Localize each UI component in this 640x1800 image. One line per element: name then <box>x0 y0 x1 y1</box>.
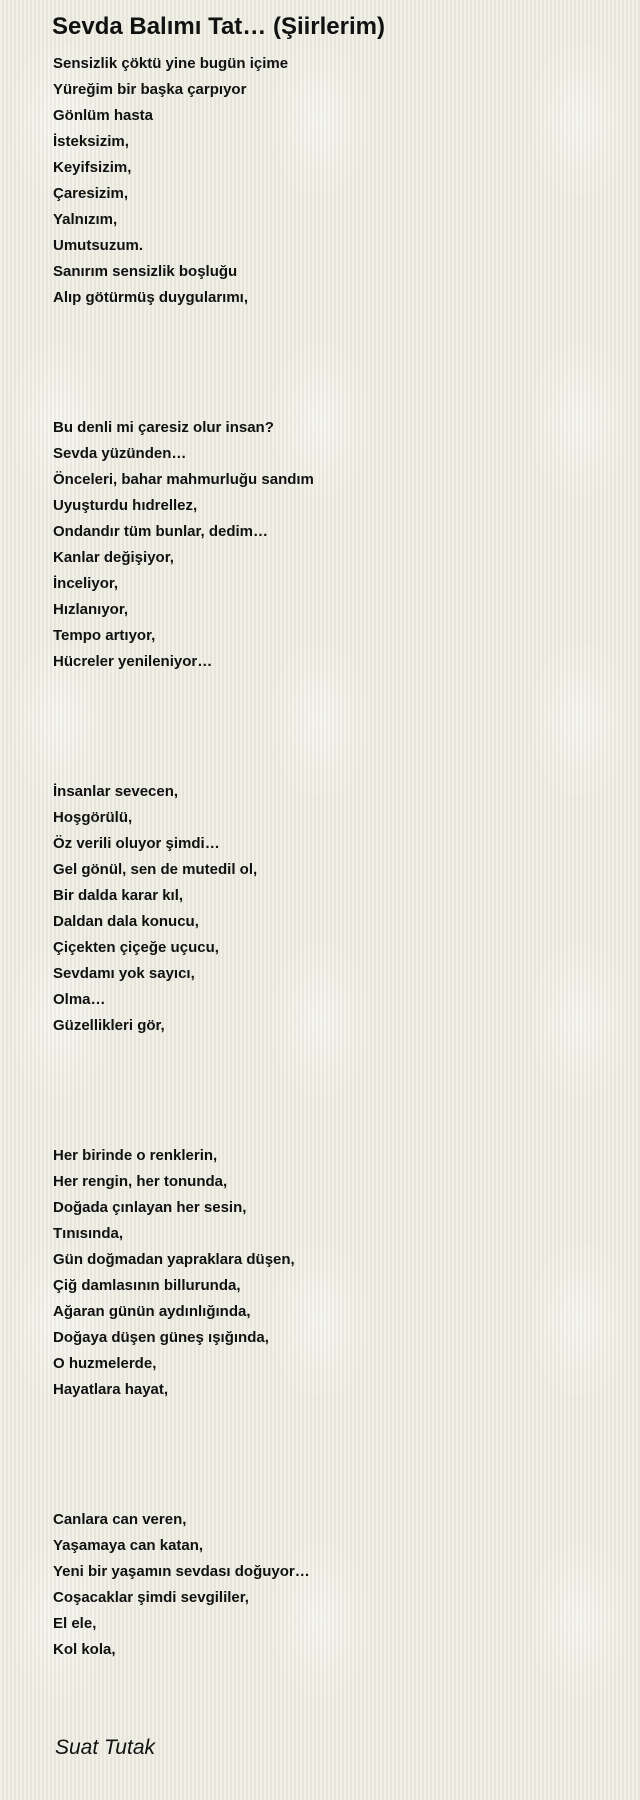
poem-line: Tınısında, <box>53 1225 124 1242</box>
poem-line: Doğada çınlayan her sesin, <box>53 1199 247 1216</box>
poem-title: Sevda Balımı Tat… (Şiirlerim) <box>52 13 385 40</box>
poem-line: İnsanlar sevecen, <box>53 783 179 800</box>
poem-line: Kanlar değişiyor, <box>53 549 174 566</box>
poem-line: Umutsuzum. <box>53 237 143 254</box>
poem-line: Gel gönül, sen de mutedil ol, <box>53 861 258 878</box>
poem-line: Coşacaklar şimdi sevgililer, <box>53 1589 249 1606</box>
stanza-5 <box>53 1507 613 1663</box>
stanza-3 <box>53 779 613 1039</box>
poem-line: Çiğ damlasının billurunda, <box>53 1277 241 1294</box>
poem-line: Bu denli mi çaresiz olur insan? <box>53 419 274 436</box>
poem-line: Öz verili oluyor şimdi… <box>53 835 220 852</box>
poem-line: Yaşamaya can katan, <box>53 1537 204 1554</box>
poem-line: Bir dalda karar kıl, <box>53 887 184 904</box>
poem-line: Doğaya düşen güneş ışığında, <box>53 1329 269 1346</box>
poem-line: Ağaran günün aydınlığında, <box>53 1303 251 1320</box>
poem-line: Yüreğim bir başka çarpıyor <box>53 81 247 98</box>
poem-line: Çaresizim, <box>53 185 129 202</box>
poem-line: Hoşgörülü, <box>53 809 133 826</box>
poem-line: Sensizlik çöktü yine bugün içime <box>53 55 289 72</box>
author-name: Suat Tutak <box>55 1736 155 1759</box>
stanza-2 <box>53 415 613 675</box>
poem-line: O huzmelerde, <box>53 1355 157 1372</box>
poem-line: Daldan dala konucu, <box>53 913 199 930</box>
poem-line: Tempo artıyor, <box>53 627 156 644</box>
poem-line: Yalnızım, <box>53 211 118 228</box>
poem-line: Gönlüm hasta <box>53 107 154 124</box>
poem-line: Çiçekten çiçeğe uçucu, <box>53 939 219 956</box>
poem-line: Uyuşturdu hıdrellez, <box>53 497 198 514</box>
poem-line: Keyifsizim, <box>53 159 132 176</box>
stanza-1 <box>53 51 613 311</box>
poem-line: İsteksizim, <box>53 133 129 150</box>
poem-line: Ondandır tüm bunlar, dedim… <box>53 523 269 540</box>
poem-body <box>53 51 613 1663</box>
poem-line: Olma… <box>53 991 106 1008</box>
poem-line: Hücreler yenileniyor… <box>53 653 213 670</box>
poem-line: Her rengin, her tonunda, <box>53 1173 228 1190</box>
poem-line: Önceleri, bahar mahmurluğu sandım <box>53 471 314 488</box>
poem-line: Alıp götürmüş duygularımı, <box>53 289 249 306</box>
poem-line: Hayatlara hayat, <box>53 1381 169 1398</box>
stanza-4 <box>53 1143 613 1403</box>
poem-line: İnceliyor, <box>53 575 119 592</box>
poem-line: Canlara can veren, <box>53 1511 187 1528</box>
poem-line: Sanırım sensizlik boşluğu <box>53 263 238 280</box>
poem-line: Güzellikleri gör, <box>53 1017 165 1034</box>
poem-line: Sevdamı yok sayıcı, <box>53 965 195 982</box>
poem-line: Yeni bir yaşamın sevdası doğuyor… <box>53 1563 310 1580</box>
poem-line: El ele, <box>53 1615 97 1632</box>
poem-line: Hızlanıyor, <box>53 601 129 618</box>
poem-line: Gün doğmadan yapraklara düşen, <box>53 1251 295 1268</box>
poem-line: Her birinde o renklerin, <box>53 1147 218 1164</box>
poem-line: Kol kola, <box>53 1641 116 1658</box>
poem-line: Sevda yüzünden… <box>53 445 187 462</box>
